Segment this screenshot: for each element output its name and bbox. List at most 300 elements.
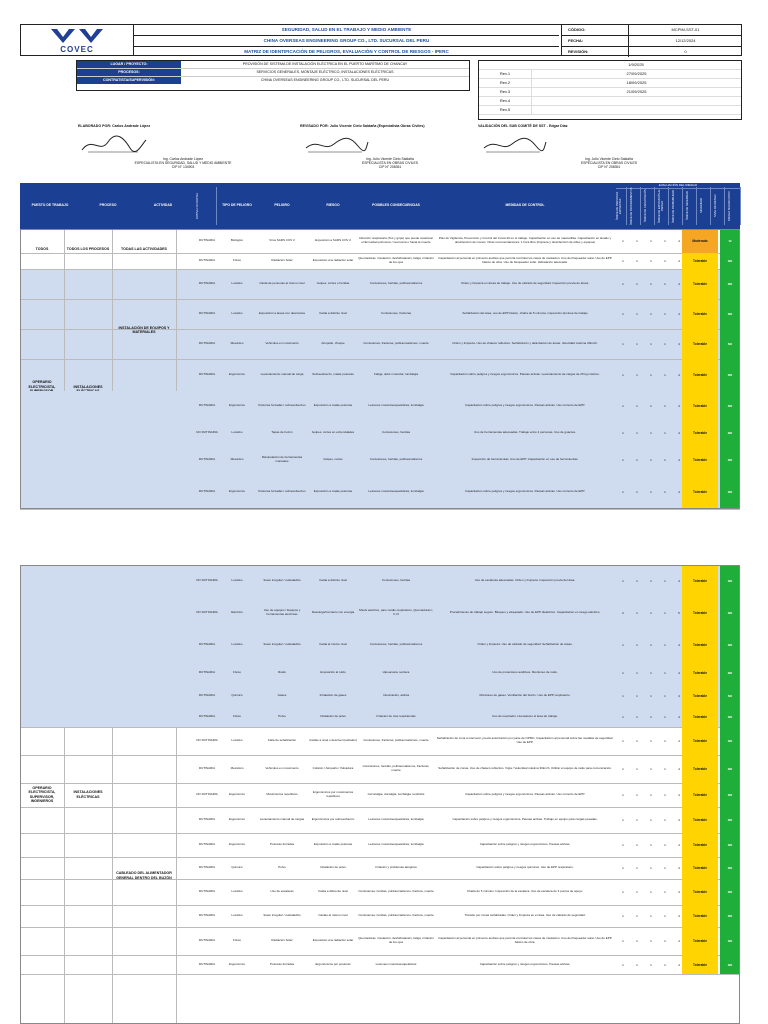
cell-rutina: NO RUTINARIA bbox=[196, 610, 218, 615]
cell-rutina: RUTINARIA bbox=[198, 714, 216, 719]
cell-tipo-peligro: Ergonómico bbox=[228, 372, 245, 377]
risk-index: 1 bbox=[636, 767, 638, 771]
cell-rutina: RUTINARIA bbox=[198, 889, 216, 894]
significant-risk-badge: NO bbox=[720, 807, 740, 833]
risk-index: 1 bbox=[636, 715, 638, 719]
cell-medidas: Procedimiento de trabajo seguro. Bloqueo y etiquetado. Uso de EPP dieléctrico. Capacitación en riesgo eléctrico. bbox=[449, 610, 601, 615]
cell-medidas: Monitoreo de gases. Ventilación del buzón. Uso de EPP respiratorio. bbox=[479, 693, 571, 698]
cell-peligro: Posturas forzadas bbox=[269, 842, 295, 847]
cell-consecuencias: Intoxicación, asfixia bbox=[382, 693, 409, 698]
cell-riesgo: Inhalación de polvo bbox=[320, 865, 346, 870]
risk-index: 1 bbox=[650, 818, 652, 822]
fecha-label: FECHA: bbox=[562, 36, 629, 46]
cell-rutina: NO RUTINARIA bbox=[196, 578, 218, 583]
risk-index: 1 bbox=[650, 259, 652, 263]
info-label: LUGAR / PROYECTO: bbox=[77, 61, 181, 68]
info-value: PROVISIÓN DE SISTEMA DE INSTALACIÓN ELÉCTRICA EN EL PUERTO MARÍTIMO DE CHANCAY bbox=[242, 62, 408, 66]
risk-index: 1 bbox=[664, 793, 666, 797]
risk-index: 1 bbox=[664, 939, 666, 943]
cell-consecuencias: Irritación de vías respiratorias bbox=[376, 714, 416, 719]
codigo-value: MCPIM-SST-01 bbox=[671, 27, 700, 32]
risk-index: 1 bbox=[664, 611, 666, 615]
signature-label: VALIDACIÓN DEL SUB COMITÉ DE SST - Edgar Diaz bbox=[478, 124, 568, 128]
cell-riesgo: Caída al mismo nivel bbox=[319, 642, 347, 647]
risk-index: 1 bbox=[650, 431, 652, 435]
cell-riesgo: Inhalación de polvo bbox=[320, 714, 346, 719]
risk-level-badge: Tolerable bbox=[682, 421, 718, 445]
risk-level-badge: Tolerable bbox=[682, 269, 718, 299]
cell-riesgo: Caídas a nivel o desnivel (resbalón) bbox=[309, 738, 357, 743]
risk-index: 1 bbox=[636, 843, 638, 847]
risk-index: 1 bbox=[664, 890, 666, 894]
table-row bbox=[20, 927, 740, 956]
table-row bbox=[20, 229, 740, 254]
risk-index: 1 bbox=[650, 282, 652, 286]
cell-medidas: Orden y limpieza. Uso de calzado de seguridad. Señalización de áreas. bbox=[477, 642, 573, 647]
significant-risk-badge: NO bbox=[720, 253, 740, 269]
cell-riesgo: Caídas al mismo nivel bbox=[318, 913, 348, 918]
cell-rutina: RUTINARIA bbox=[198, 817, 216, 822]
risk-level-badge: Tolerable bbox=[682, 299, 718, 329]
cell-medidas: Capacitación sobre peligros y riesgos ergonómicos. Pausas activas. bbox=[479, 842, 571, 847]
cell-rutina: NO RUTINARIA bbox=[196, 430, 218, 435]
risk-index: 1 bbox=[636, 793, 638, 797]
cell-tipo-peligro: Químico bbox=[231, 865, 243, 870]
cell-medidas: Capacitación sobre peligros y riesgos ergonómicos. Pausas activas. Uso correcto de EPP. bbox=[465, 403, 585, 408]
cell-rutina: RUTINARIA bbox=[198, 670, 216, 675]
risk-index: 4 bbox=[678, 939, 680, 943]
risk-level-badge: Tolerable bbox=[682, 857, 718, 879]
th-consecuencias: POSIBLES CONSECUENCIAS bbox=[372, 203, 420, 207]
risk-index: 1 bbox=[650, 611, 652, 615]
cell-tipo-peligro: Locativo bbox=[231, 738, 243, 743]
cell-consecuencias: Infección respiratoria (Tos y gripe) que puede ocasionar enfermedad pulmonar / neumonía o hasta la muerte bbox=[358, 236, 434, 244]
risk-index: 4 bbox=[678, 890, 680, 894]
significant-risk-badge: NO bbox=[720, 955, 740, 974]
signature-name: Ing. Carlos Andrade López bbox=[162, 157, 204, 161]
risk-index: 1 bbox=[636, 939, 638, 943]
cell-tipo-peligro: Físico bbox=[232, 670, 241, 675]
cell-medidas: Uso de protectores auditivos. Monitoreo de ruido. bbox=[492, 670, 558, 675]
th-puesto: PUESTO DE TRABAJO bbox=[31, 203, 69, 207]
th-tipo: TIPO DE PELIGRO bbox=[222, 203, 252, 207]
cell-peligro: Polvo bbox=[278, 865, 286, 870]
table-row bbox=[20, 905, 740, 928]
cell-medidas: Uso de escaleras adecuadas. Orden y limpieza. Inspección previa del área. bbox=[474, 578, 576, 583]
table-row bbox=[20, 565, 740, 598]
risk-index: 1 bbox=[650, 739, 652, 743]
risk-index: 1 bbox=[636, 490, 638, 494]
risk-index: 1 bbox=[664, 643, 666, 647]
cell-consecuencias: Contusiones, heridas, politraumatismos bbox=[369, 457, 423, 462]
cell-consecuencias: Lesiones musculoesqueléticas, lumbalgia bbox=[368, 817, 424, 822]
cell-consecuencias: Cervicalgia, dorsalgia, lumbalgia, tendinitis bbox=[367, 792, 425, 797]
signature-label: REVISADO POR: Julio Vicente Cielo Saldaña (Especialista Obras Civiles) bbox=[300, 124, 425, 128]
significant-risk-badge: NO bbox=[720, 707, 740, 727]
cell-rutina: RUTINARIA bbox=[198, 961, 216, 966]
cell-peligro: Gases bbox=[277, 693, 287, 698]
cell-riesgo: Exposición a malas posturas bbox=[313, 842, 353, 847]
risk-index: 4 bbox=[678, 818, 680, 822]
risk-index: 1 bbox=[622, 914, 624, 918]
risk-index: 1 bbox=[622, 962, 624, 967]
rev-date: 21/09/2025 bbox=[626, 89, 647, 94]
cell-consecuencias: Contusiones, heridas bbox=[381, 430, 411, 435]
risk-index: 1 bbox=[664, 914, 666, 918]
risk-index: 1 bbox=[636, 342, 638, 346]
significant-risk-badge: NO bbox=[720, 329, 740, 359]
cell-rutina: RUTINARIA bbox=[198, 311, 216, 316]
cell-riesgo: Inhalación de gases bbox=[319, 693, 347, 698]
significant-risk-badge: NO bbox=[720, 833, 740, 857]
cell-proceso-group: INSTALACIONES bbox=[64, 269, 113, 509]
cell-consecuencias: Quemaduras, insolación, deshidratación, fatiga, irritación de los ojos bbox=[358, 936, 434, 944]
th-actividad: ACTIVIDAD bbox=[153, 203, 173, 207]
cell-peligro: Posturas forzadas / sobreesfuerzos bbox=[258, 403, 306, 408]
risk-index: 1 bbox=[636, 962, 638, 967]
rev-label: Rev.3 bbox=[479, 88, 532, 96]
cell-puesto-todos: TODOS bbox=[20, 229, 65, 269]
cell-rutina: RUTINARIA bbox=[198, 489, 216, 494]
risk-index: 1 bbox=[622, 890, 624, 894]
significant-risk-badge: NO bbox=[720, 905, 740, 927]
risk-index: 1 bbox=[650, 694, 652, 698]
risk-index: 4 bbox=[678, 694, 680, 698]
risk-index: 1 bbox=[664, 739, 666, 743]
risk-index: 1 bbox=[664, 431, 666, 435]
risk-index: 1 bbox=[664, 458, 666, 462]
risk-index: 1 bbox=[622, 671, 624, 675]
risk-index: 1 bbox=[650, 373, 652, 377]
risk-index: 1 bbox=[636, 611, 638, 615]
table-row bbox=[20, 707, 740, 728]
signature-elaborado bbox=[78, 124, 288, 182]
risk-index: 4 bbox=[678, 282, 680, 286]
risk-index: 1 bbox=[664, 671, 666, 675]
fecha-value: 12/12/2024 bbox=[675, 38, 696, 43]
risk-index: 4 bbox=[678, 793, 680, 797]
significant-risk-badge: NO bbox=[720, 269, 740, 299]
risk-index: 4 bbox=[678, 866, 680, 870]
risk-index: 1 bbox=[636, 404, 638, 408]
table-row bbox=[20, 329, 740, 360]
risk-index: 1 bbox=[664, 312, 666, 316]
risk-index: 1 bbox=[636, 643, 638, 647]
logo-wordmark: COVEC bbox=[60, 44, 94, 54]
cell-tipo-peligro: Ergonómico bbox=[228, 961, 245, 966]
risk-index: 1 bbox=[664, 866, 666, 870]
th-evaluacion: EVALUACIÓN DEL RIESGO bbox=[616, 183, 740, 189]
cell-tipo-peligro: Mecánico bbox=[230, 457, 244, 462]
risk-index: 1 bbox=[664, 579, 666, 583]
risk-index: 1 bbox=[622, 739, 624, 743]
risk-level-badge: Tolerable bbox=[682, 727, 718, 755]
table-row bbox=[20, 269, 740, 300]
risk-index: 1 bbox=[664, 404, 666, 408]
risk-index: 1 bbox=[622, 373, 624, 377]
cell-medidas: Uso de herramientas adecuadas. Trabajo entre 2 personas. Uso de guantes. bbox=[474, 430, 576, 435]
cell-tipo-peligro: Ergonómico bbox=[228, 403, 245, 408]
risk-index: 4 bbox=[678, 671, 680, 675]
rev-date bbox=[532, 97, 741, 105]
cell-consecuencias: Contusiones, heridas, politraumatismos, fractura, muerte bbox=[358, 889, 434, 894]
risk-index: 4 bbox=[678, 914, 680, 918]
risk-index: 1 bbox=[636, 312, 638, 316]
risk-index: 1 bbox=[650, 962, 652, 967]
cell-consecuencias: Hipoacusia, sordera bbox=[382, 670, 410, 675]
cell-riesgo: Exposición a la radiación solar bbox=[312, 258, 354, 263]
significant-risk-badge: NO bbox=[720, 783, 740, 807]
risk-level-badge: Tolerable bbox=[682, 955, 718, 974]
cell-consecuencias: Contusiones, heridas, politraumatismos bbox=[369, 642, 423, 647]
table-row bbox=[20, 727, 740, 756]
signature-role: ESPECIALISTA EN SEGURIDAD, SALUD Y MEDIO AMBIENTE bbox=[134, 161, 232, 165]
cell-riesgo: Descarga/Contacto con energía bbox=[311, 610, 355, 615]
risk-index: 1 bbox=[650, 767, 652, 771]
risk-index: 4 bbox=[678, 643, 680, 647]
risk-index: 1 bbox=[664, 239, 666, 243]
significant-risk-badge: NO bbox=[720, 359, 740, 391]
header-titles bbox=[134, 25, 559, 55]
cell-riesgo: Golpes, cortes en extremidades bbox=[311, 430, 355, 435]
cell-medidas: Charla de 5 minutos. Inspección de la escalera. Uso de escalera de 3 puntos de apoyo. bbox=[466, 889, 584, 894]
th-riesgo: RIESGO bbox=[326, 203, 340, 207]
signature-cip: CIP N° 208351 bbox=[597, 165, 621, 169]
cell-medidas: Capacitación sobre peligros y riesgos químicos. Uso de EPP respiratorio. bbox=[476, 865, 574, 870]
th-col: RIESGO SIGNIFICATIVO bbox=[728, 187, 741, 225]
cell-medidas: Orden y limpieza en áreas de trabajo. Uso de calzado de seguridad. Inspección previa de áreas. bbox=[460, 281, 590, 286]
risk-index: 1 bbox=[650, 715, 652, 719]
signature-label: ELABORADO POR: Carlos Andrade López bbox=[78, 124, 151, 128]
codigo-label: CÓDIGO: bbox=[562, 25, 629, 35]
risk-level-badge: Tolerable bbox=[682, 905, 718, 927]
risk-index: 4 bbox=[678, 431, 680, 435]
cell-peligro: Uso de equipos / Equipos y herramientas eléctricas bbox=[263, 608, 301, 616]
significant-risk-badge: NO bbox=[720, 391, 740, 421]
cell-rutina: RUTINARIA bbox=[198, 913, 216, 918]
risk-index: 5 bbox=[678, 611, 680, 615]
rev-label: Rev.1 bbox=[479, 70, 532, 78]
risk-level-badge: Tolerable bbox=[682, 833, 718, 857]
signature-cip: CIP N° 208351 bbox=[378, 165, 402, 169]
table-row bbox=[20, 661, 740, 686]
table-row bbox=[20, 253, 740, 270]
cell-riesgo: Ergonómicos por movimientos repetitivos bbox=[312, 790, 354, 798]
risk-index: 1 bbox=[650, 890, 652, 894]
cell-consecuencias: Contusiones, fracturas, politraumatismos, muerte bbox=[363, 341, 429, 346]
cell-consecuencias: Contusiones, heridas, politraumatismos bbox=[369, 281, 423, 286]
risk-index: 1 bbox=[650, 643, 652, 647]
cell-rutina: RUTINARIA bbox=[198, 341, 216, 346]
risk-index: 1 bbox=[622, 490, 624, 494]
signature-name: Ing. Julio Vicente Cielo Saldaña bbox=[585, 157, 633, 161]
cell-tipo-peligro: Ergonómico bbox=[228, 792, 245, 797]
signature-revisado bbox=[300, 124, 480, 182]
th-col: ÍNDICE DE PROBABILIDAD bbox=[672, 187, 683, 225]
risk-index: 1 bbox=[622, 767, 624, 771]
risk-index: 1 bbox=[664, 342, 666, 346]
cell-tipo-peligro: Locativo bbox=[231, 913, 243, 918]
th-rutina: RUTINA / NO RUTINA bbox=[196, 187, 217, 225]
risk-index: 1 bbox=[650, 914, 652, 918]
risk-index: 1 bbox=[636, 373, 638, 377]
cell-rutina: RUTINARIA bbox=[198, 403, 216, 408]
risk-index: 1 bbox=[650, 939, 652, 943]
risk-index: 1 bbox=[650, 843, 652, 847]
cell-proceso-group-p2: INSTALACIONES ELÉCTRICAS bbox=[64, 565, 113, 1024]
cell-tipo-peligro: Físico bbox=[232, 714, 241, 719]
table-row bbox=[20, 783, 740, 808]
significant-risk-badge: NO bbox=[720, 727, 740, 755]
th-col: NIVEL DE RIESGO bbox=[714, 187, 725, 225]
cell-tipo-peligro: Ergonómico bbox=[228, 817, 245, 822]
th-proceso: PROCESO bbox=[99, 203, 117, 207]
risk-index: 1 bbox=[636, 694, 638, 698]
risk-index: 4 bbox=[678, 579, 680, 583]
cell-rutina: RUTINARIA bbox=[198, 457, 216, 462]
cell-riesgo: Exposición a malas posturas bbox=[313, 403, 353, 408]
risk-index: 1 bbox=[622, 259, 624, 263]
risk-index: 4 bbox=[678, 259, 680, 263]
risk-level-badge: Tolerable bbox=[682, 597, 718, 629]
th-col: ÍNDICE DE EXPOSICIÓN AL RIESGO bbox=[658, 187, 669, 225]
cell-peligro: Virus SARS COV 2 bbox=[269, 238, 295, 243]
cell-consecuencias: Lesiones musculoesqueléticas, lumbalgia bbox=[368, 489, 424, 494]
risk-index: 1 bbox=[622, 694, 624, 698]
cell-tipo-peligro: Mecánico bbox=[230, 766, 244, 771]
cell-peligro: Posturas forzadas bbox=[269, 961, 295, 966]
risk-index: 1 bbox=[664, 373, 666, 377]
th-col: SEVERIDAD bbox=[700, 187, 711, 225]
covec-logo-icon bbox=[49, 27, 105, 45]
signature-role: ESPECIALISTA EN OBRAS CIVILES bbox=[361, 161, 419, 165]
risk-level-badge: Tolerable bbox=[682, 359, 718, 391]
table-row bbox=[20, 597, 740, 630]
cell-peligro: Suelo irregular / resbaladizo bbox=[263, 642, 301, 647]
cell-tipo-peligro: Locativo bbox=[231, 430, 243, 435]
significant-risk-badge: NO bbox=[720, 445, 740, 475]
table-header bbox=[20, 183, 740, 229]
handwritten-signature-icon bbox=[78, 134, 148, 156]
risk-index: 1 bbox=[622, 793, 624, 797]
rev-label: Rev.5 bbox=[479, 106, 532, 114]
revision-value: 0 bbox=[684, 49, 687, 54]
document-meta bbox=[561, 25, 742, 55]
risk-index: 4 bbox=[678, 342, 680, 346]
rev-date: 18/09/2025 bbox=[626, 80, 647, 85]
signature-role: ESPECIALISTA EN OBRAS CIVILES bbox=[580, 161, 638, 165]
cell-puesto-group: OPERARIO ELECTRICISTA, bbox=[20, 269, 65, 509]
cell-tipo-peligro: Ergonómico bbox=[228, 489, 245, 494]
table-row bbox=[20, 807, 740, 834]
cell-peligro: Exposición a áreas con desniveles bbox=[258, 311, 306, 316]
cell-rutina: RUTINARIA bbox=[198, 842, 216, 847]
cell-rutina: RUTINARIA bbox=[198, 238, 216, 243]
cell-tipo-peligro: Físico bbox=[232, 938, 241, 943]
cell-peligro: Radiación Solar bbox=[271, 938, 293, 943]
cell-tipo-peligro: Locativo bbox=[231, 578, 243, 583]
risk-index: 1 bbox=[622, 643, 624, 647]
risk-index: 1 bbox=[622, 312, 624, 316]
cell-medidas: Plan de Vigilancia, Prevención y Control del Covid-19 en el trabajo. Capacitación en uso de mascarillas. Capacitación en lavado y desinfección de manos. Otras recomendaciones: 1 hora libre (limpieza y desinfección de útiles y equipos) bbox=[438, 236, 612, 244]
cell-peligro: Suelo irregular / resbaladizo bbox=[263, 578, 301, 583]
table-row bbox=[20, 629, 740, 662]
significant-risk-badge: NO bbox=[720, 685, 740, 707]
risk-level-badge: Tolerable bbox=[682, 475, 718, 509]
header-title-1: SEGURIDAD, SALUD EN EL TRABAJO Y MEDIO AMBIENTE bbox=[134, 25, 559, 36]
risk-level-badge: Tolerable bbox=[682, 565, 718, 597]
significant-risk-badge: SI bbox=[720, 229, 740, 253]
cell-medidas: Uso de respirador. Humedecer el área de trabajo. bbox=[492, 714, 558, 719]
risk-index: 4 bbox=[678, 458, 680, 462]
cell-puesto-group-p2: OPERARIO ELECTRICISTA, SUPERVISOR, INGENIEROS bbox=[20, 565, 65, 1024]
handwritten-signature-icon bbox=[478, 134, 548, 156]
risk-index: 1 bbox=[636, 890, 638, 894]
cell-riesgo: Exposición a la radiación solar bbox=[312, 938, 354, 943]
document-header bbox=[20, 24, 742, 56]
cell-consecuencias: Contusiones, fracturas, politraumatismos, muerte bbox=[363, 738, 429, 743]
cell-rutina: RUTINARIA bbox=[198, 258, 216, 263]
cell-consecuencias: Lesiones musculoesqueléticas, lumbalgia bbox=[368, 403, 424, 408]
cell-consecuencias: Fatiga, dolor muscular, lumbalgia bbox=[373, 372, 419, 377]
table-row bbox=[20, 755, 740, 784]
risk-index: 1 bbox=[664, 694, 666, 698]
significant-risk-badge: NO bbox=[720, 857, 740, 879]
risk-level-badge: Tolerable bbox=[682, 391, 718, 421]
cell-peligro: Movimientos repetitivos bbox=[266, 792, 298, 797]
risk-index: 1 bbox=[622, 939, 624, 943]
cell-rutina: RUTINARIA bbox=[198, 766, 216, 771]
cell-consecuencias: Contusiones, heridas, politraumatismos, fracturas, muerte bbox=[362, 764, 430, 772]
risk-index: 1 bbox=[622, 818, 624, 822]
th-col: ÍNDICE DE CAPACITACIÓN bbox=[644, 187, 655, 225]
table-row bbox=[20, 445, 740, 476]
cell-medidas: Señalización de zonas. Uso de chaleco reflectivo. Vigía / Velocidad máxima 30km/h. Utilizar el equipo de radio para comunicación. bbox=[438, 766, 612, 771]
cell-tipo-peligro: Biológico bbox=[230, 238, 244, 243]
risk-level-badge: Tolerable bbox=[682, 755, 718, 783]
cell-peligro: Levantamiento manual de carga bbox=[260, 372, 304, 377]
risk-index: 1 bbox=[650, 671, 652, 675]
risk-index: 1 bbox=[636, 739, 638, 743]
risk-level-badge: Tolerable bbox=[682, 927, 718, 955]
cell-rutina: NO RUTINARIA bbox=[196, 792, 218, 797]
risk-index: 1 bbox=[650, 458, 652, 462]
cell-proceso-todos: TODOS LOS PROCESOS bbox=[64, 229, 113, 269]
cell-riesgo: Exposición a SARS COV 2 bbox=[315, 238, 351, 243]
rev-label: Rev.2 bbox=[479, 79, 532, 87]
significant-risk-badge: NO bbox=[720, 661, 740, 685]
risk-level-badge: Tolerable bbox=[682, 445, 718, 475]
project-info bbox=[76, 60, 470, 91]
risk-index: 1 bbox=[664, 818, 666, 822]
significant-risk-badge: NO bbox=[720, 475, 740, 509]
cell-riesgo: Sobreesfuerzo, malas posturas bbox=[312, 372, 354, 377]
cell-tipo-peligro: Locativo bbox=[231, 642, 243, 647]
risk-level-badge: Moderado bbox=[682, 229, 718, 253]
cell-medidas: Capacitación al personal en primeros auxilios que permita controlar los casos de insolación. Uso de bloqueador solar. Uso de EPP básico de obra. Uso de bloqueador solar. Hidratación adecuada. bbox=[438, 256, 612, 264]
cell-medidas: Tránsito por zonas señalizadas. Orden y limpieza en el área. Uso de calzado de seguridad. bbox=[464, 913, 586, 918]
risk-index: 1 bbox=[664, 767, 666, 771]
signature-name: Ing. Julio Vicente Cielo Saldaña bbox=[366, 157, 414, 161]
significant-risk-badge: NO bbox=[720, 299, 740, 329]
cell-peligro: Caída de personas al mismo nivel bbox=[259, 281, 305, 286]
risk-index: 4 bbox=[678, 373, 680, 377]
significant-risk-badge: NO bbox=[720, 629, 740, 661]
info-value: CHINA OVERSEAS ENGINEERING GROUP CO., LTD. SUCURSAL DEL PERU bbox=[260, 78, 390, 82]
risk-index: 4 bbox=[678, 739, 680, 743]
cell-tipo-peligro: Físico bbox=[232, 258, 241, 263]
cell-rutina: NO RUTINARIA bbox=[196, 738, 218, 743]
